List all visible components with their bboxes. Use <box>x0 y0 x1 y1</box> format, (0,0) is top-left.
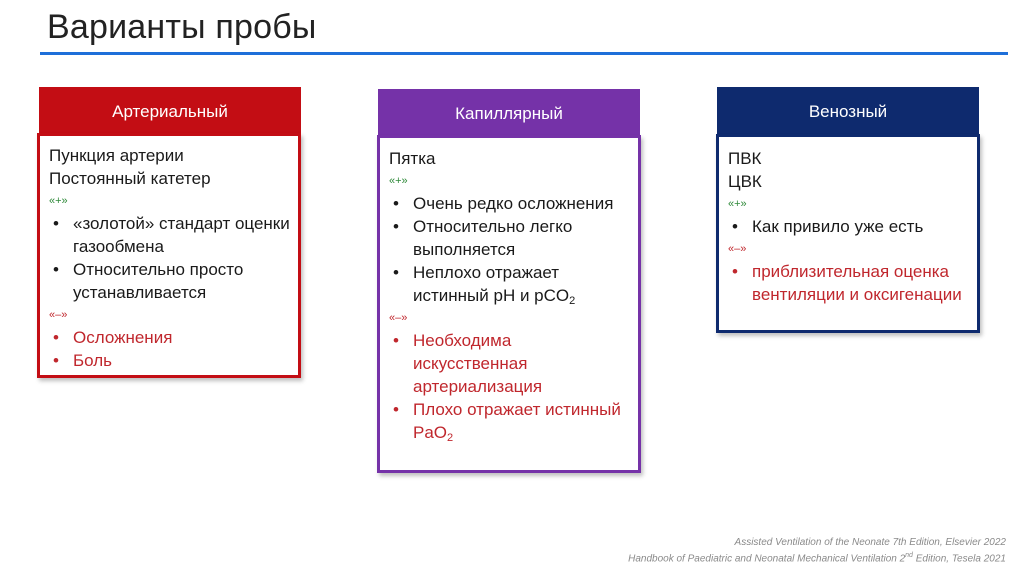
venous-box <box>716 134 980 333</box>
capillary-line-1: Пятка <box>389 149 436 168</box>
arterial-minus-item: • Осложнения <box>49 326 290 349</box>
capillary-header: Капиллярный <box>378 89 640 138</box>
arterial-plus-list <box>49 212 290 304</box>
arterial-header: Артериальный <box>39 87 301 136</box>
reference-1: Assisted Ventilation of the Neonate 7th Edition, Elsevier 2022 <box>734 537 1006 548</box>
venous-minus-tag: «–» <box>728 243 747 255</box>
capillary-minus-item <box>389 398 630 444</box>
page-title: Варианты пробы <box>47 8 317 46</box>
venous-plus-item: • Как привило уже есть <box>728 215 969 238</box>
venous-line-1: ПВК <box>728 149 762 168</box>
arterial-box <box>37 133 301 378</box>
title-underline <box>40 52 1008 55</box>
reference-2 <box>628 549 1006 565</box>
superscript: nd <box>905 552 913 559</box>
arterial-minus-list <box>49 326 290 372</box>
capillary-plus-item <box>389 261 630 307</box>
subscript: 2 <box>447 432 454 444</box>
arterial-plus-item: • «золотой» стандарт оценки газообмена <box>49 212 290 258</box>
capillary-minus-list <box>389 329 630 444</box>
capillary-plus-item: • Очень редко осложнения <box>389 192 630 215</box>
venous-header: Венозный <box>717 87 979 136</box>
capillary-minus-item: • Необходима искусственная артериализация <box>389 329 630 398</box>
capillary-plus-item: • Относительно легко выполняется <box>389 215 630 261</box>
reference-2-text-end: Edition, Tesela 2021 <box>912 553 1006 565</box>
arterial-line-1: Пункция артерии <box>49 146 184 165</box>
arterial-minus-item: • Боль <box>49 349 290 372</box>
capillary-plus-list <box>389 192 630 307</box>
capillary-plus-tag: «+» <box>389 175 408 187</box>
arterial-plus-tag: «+» <box>49 195 68 207</box>
venous-line-2: ЦВК <box>728 172 762 191</box>
capillary-minus-item-text: Плохо отражает истинный PaO <box>413 400 621 442</box>
capillary-plus-item-text: Неплохо отражает истинный pH и pCO <box>413 263 570 305</box>
venous-minus-item: • приблизительная оценка вентиляции и оксигенации <box>728 260 969 306</box>
reference-2-text: Handbook of Paediatric and Neonatal Mechanical Ventilation 2 <box>628 553 906 565</box>
arterial-minus-tag: «–» <box>49 309 68 321</box>
subscript: 2 <box>569 295 576 307</box>
arterial-plus-item: • Относительно просто устанавливается <box>49 258 290 304</box>
venous-minus-list <box>728 260 969 306</box>
arterial-line-2: Постоянный катетер <box>49 169 211 188</box>
capillary-minus-tag: «–» <box>389 312 408 324</box>
venous-plus-tag: «+» <box>728 198 747 210</box>
venous-plus-list <box>728 215 969 238</box>
references <box>628 536 1006 565</box>
capillary-box <box>377 135 641 473</box>
